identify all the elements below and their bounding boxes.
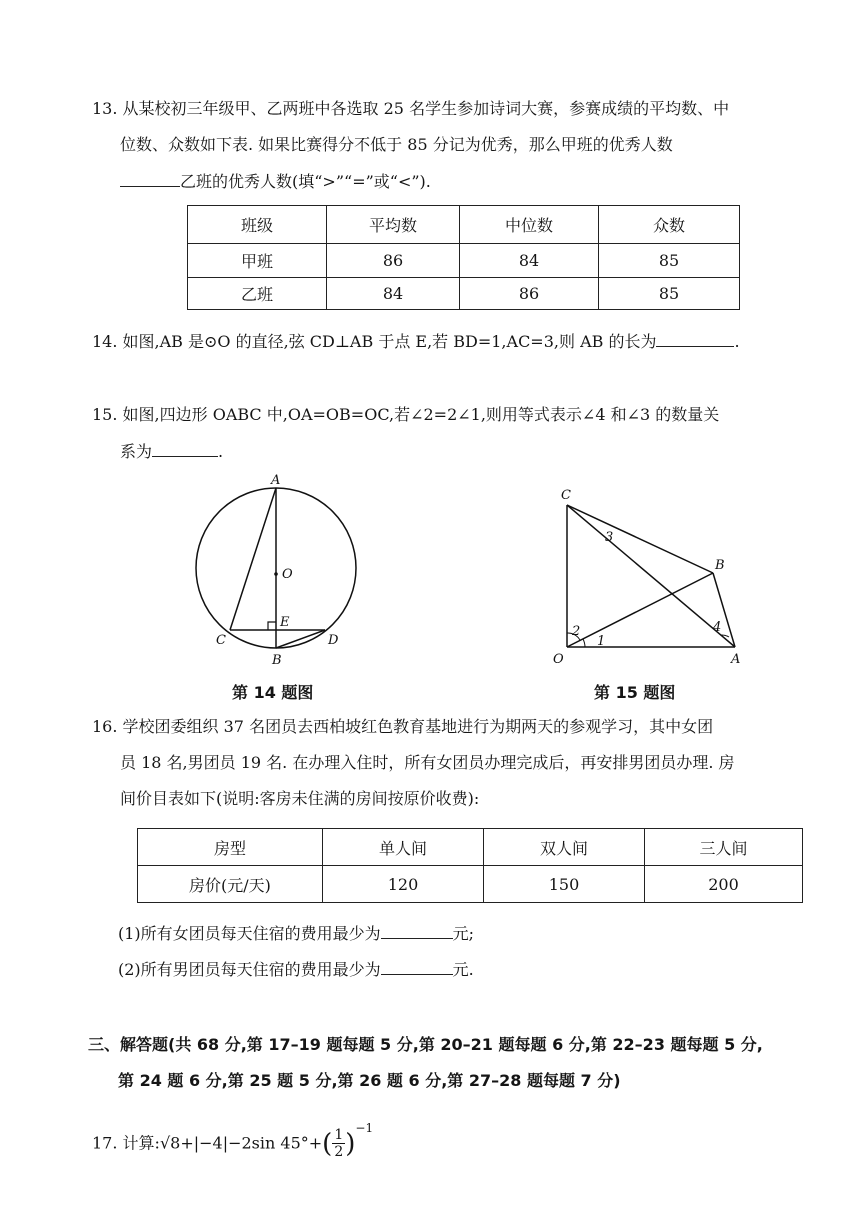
table-header-cell: 三人间 <box>645 829 803 866</box>
q13-answer-blank[interactable] <box>120 170 180 187</box>
q13-line-3-text: 乙班的优秀人数(填“>”“=”或“<”). <box>180 172 431 191</box>
q16-room-price-table <box>137 828 803 903</box>
q16-line-1: 16. 学校团委组织 37 名团员去西柏坡红色教育基地进行为期两天的参观学习，其中女团 <box>92 717 714 736</box>
angle-1-arc <box>583 639 585 647</box>
table-cell: 85 <box>599 278 740 310</box>
q14-line <box>92 330 740 353</box>
right-paren: ) <box>345 1128 356 1159</box>
q13-line-3 <box>120 170 431 193</box>
q17-line <box>92 1118 373 1164</box>
q16-part-1-answer-blank[interactable] <box>381 922 453 939</box>
q17-expression: √8+|−4|−2sin 45°+ <box>159 1133 323 1153</box>
right-angle-mark <box>268 622 276 630</box>
q13-line-2: 位数、众数如下表. 如果比赛得分不低于 85 分记为优秀，那么甲班的优秀人数 <box>120 135 673 154</box>
label-d: D <box>328 633 339 648</box>
q14-text: 14. 如图,AB 是⊙O 的直径,弦 CD⊥AB 于点 E,若 BD=1,AC=3,则 AB 的长为 <box>92 332 657 351</box>
section-3-heading-line-1: 三、解答题(共 68 分,第 17–19 题每题 5 分,第 20–21 题每题 6 分,第 22–23 题每题 5 分, <box>88 1035 763 1054</box>
q13-line-1: 13. 从某校初三年级甲、乙两班中各选取 25 名学生参加诗词大赛，参赛成绩的平均数、中 <box>92 99 730 118</box>
section-3-heading-line-2: 第 24 题 6 分,第 25 题 5 分,第 26 题 6 分,第 27–28 题每题 7 分) <box>118 1071 621 1090</box>
fraction-denominator: 2 <box>334 1144 344 1161</box>
q16-line-3: 间价目表如下(说明:客房未住满的房间按原价收费): <box>120 789 480 808</box>
table-row <box>188 244 740 278</box>
table-header-cell: 平均数 <box>327 206 460 244</box>
fraction-one-half <box>332 1127 345 1160</box>
table-cell: 86 <box>460 278 599 310</box>
q14-period: . <box>734 332 740 351</box>
segment-bd <box>276 630 325 648</box>
table-cell: 乙班 <box>188 278 327 310</box>
label-c: C <box>216 633 226 648</box>
table-row <box>138 866 803 903</box>
table-cell: 84 <box>327 278 460 310</box>
table-header-cell: 班级 <box>188 206 327 244</box>
table-row <box>188 278 740 310</box>
q14-answer-blank[interactable] <box>656 330 734 347</box>
q16-part-2-unit: 元. <box>452 960 474 979</box>
q15-answer-blank[interactable] <box>152 440 218 457</box>
label-angle-4: 4 <box>713 620 722 635</box>
label-b: B <box>715 558 725 573</box>
q16-part-1-text: (1)所有女团员每天住宿的费用最少为 <box>118 924 381 943</box>
q15-line-2 <box>120 440 223 463</box>
label-o: O <box>282 567 293 582</box>
label-b: B <box>272 653 282 668</box>
table-header-cell: 房型 <box>138 829 323 866</box>
chord-ac <box>230 488 276 630</box>
label-a: A <box>731 652 741 667</box>
figure-15-quadrilateral-diagram <box>545 485 755 670</box>
table-cell: 200 <box>645 866 803 903</box>
table-cell: 84 <box>460 244 599 278</box>
q16-part-1 <box>118 922 474 945</box>
left-paren: ( <box>322 1128 333 1159</box>
label-angle-1: 1 <box>597 634 606 649</box>
table-cell: 房价(元/天) <box>138 866 323 903</box>
table-header-cell: 众数 <box>599 206 740 244</box>
q16-part-2 <box>118 958 474 981</box>
side-ba <box>713 573 735 647</box>
side-cb <box>567 505 713 573</box>
label-a: A <box>271 473 281 488</box>
q13-score-table <box>187 205 740 310</box>
table-header-cell: 中位数 <box>460 206 599 244</box>
label-angle-2: 2 <box>572 624 581 639</box>
table-cell: 150 <box>484 866 645 903</box>
figure-14-caption: 第 14 题图 <box>232 683 314 702</box>
exponent: −1 <box>355 1121 374 1135</box>
q17-prefix: 17. 计算: <box>92 1133 160 1153</box>
q16-part-1-unit: 元; <box>452 924 475 943</box>
table-cell: 120 <box>323 866 484 903</box>
label-o: O <box>553 652 564 667</box>
fraction-numerator: 1 <box>334 1127 344 1144</box>
center-o-dot <box>274 572 278 576</box>
table-header-row <box>188 206 740 244</box>
label-angle-3: 3 <box>605 530 614 545</box>
table-header-cell: 双人间 <box>484 829 645 866</box>
table-cell: 甲班 <box>188 244 327 278</box>
q16-line-2: 员 18 名,男团员 19 名. 在办理入住时，所有女团员办理完成后，再安排男团员办理. 房 <box>120 753 735 772</box>
q15-text: 系为 <box>120 442 153 461</box>
table-header-cell: 单人间 <box>323 829 484 866</box>
table-header-row <box>138 829 803 866</box>
q15-line-1: 15. 如图,四边形 OABC 中,OA=OB=OC,若∠2=2∠1,则用等式表示∠4 和∠3 的数量关 <box>92 405 720 424</box>
q16-part-2-text: (2)所有男团员每天住宿的费用最少为 <box>118 960 381 979</box>
table-cell: 85 <box>599 244 740 278</box>
label-c: C <box>561 488 571 503</box>
figure-15-caption: 第 15 题图 <box>594 683 676 702</box>
q16-part-2-answer-blank[interactable] <box>381 958 453 975</box>
figure-14-circle-diagram <box>180 470 380 670</box>
q15-period: . <box>218 442 224 461</box>
label-e: E <box>280 615 290 630</box>
table-cell: 86 <box>327 244 460 278</box>
diagonal-ca <box>567 505 735 647</box>
